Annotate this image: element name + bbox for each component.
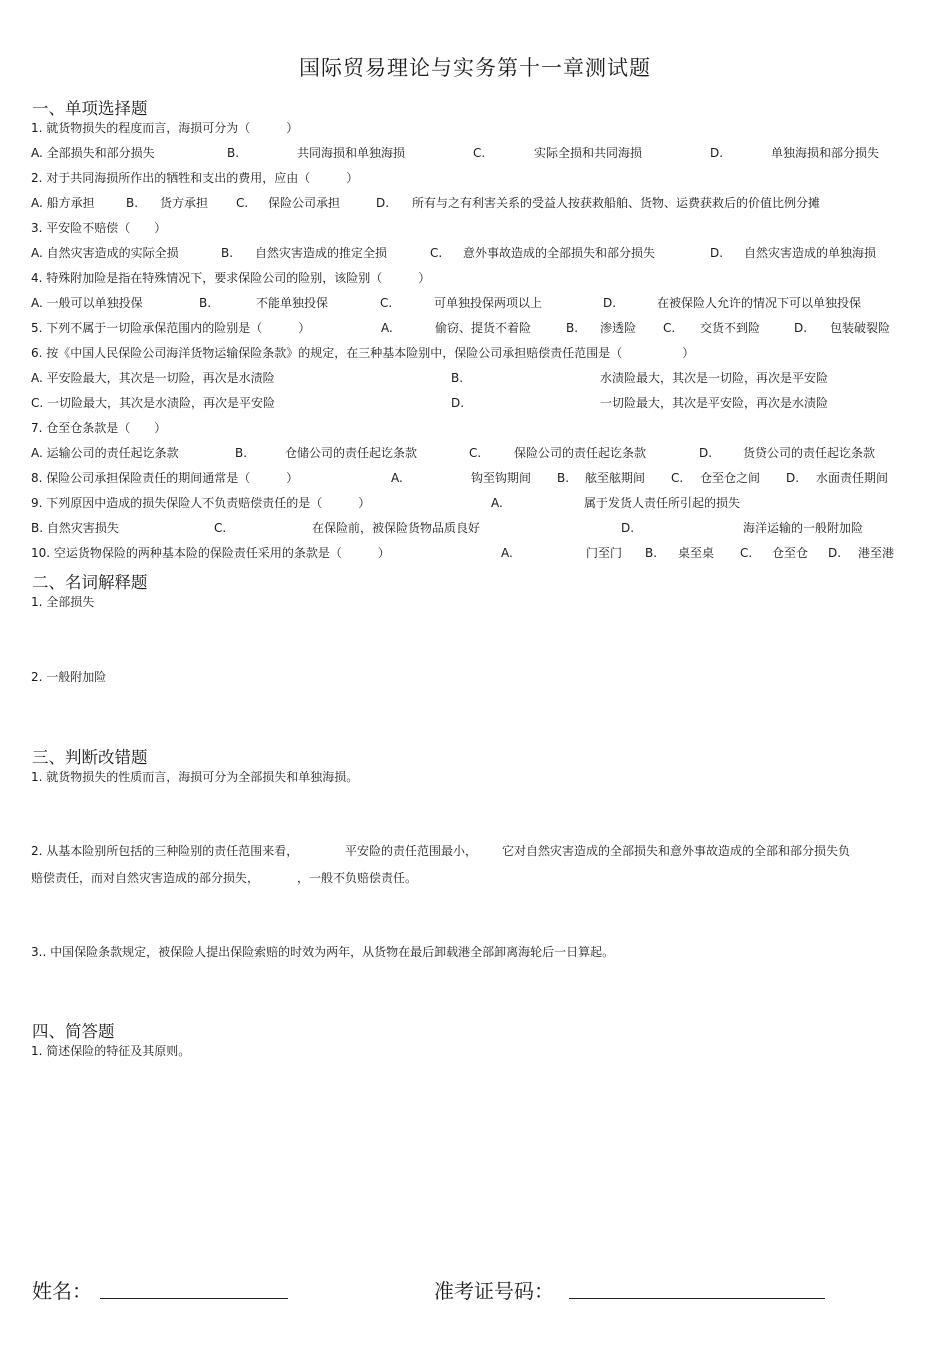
exam-id-label: 准考证号码： xyxy=(434,1279,554,1303)
option-b-letter: B. xyxy=(227,146,240,160)
judge-text: ，一般不负赔偿责任。 xyxy=(297,871,418,885)
option-a: 偷窃、提货不着险 xyxy=(435,321,532,335)
option-d: 在被保险人允许的情况下可以单独投保 xyxy=(657,296,862,310)
option-c-letter: C. xyxy=(663,321,676,335)
option-a-letter: A. xyxy=(381,321,393,335)
option-d: 货贷公司的责任起讫条款 xyxy=(743,446,876,460)
option-d: 港至港 xyxy=(858,546,895,560)
section-heading-short-answer: 四、简答题 xyxy=(32,1022,115,1041)
question-stem: 1. 就货物损失的程度而言，海损可分为（ ） xyxy=(31,121,299,135)
option-c-letter: C. xyxy=(740,546,753,560)
option-c: 意外事故造成的全部损失和部分损失 xyxy=(463,246,656,260)
option-d: 水面责任期间 xyxy=(816,471,889,485)
page-title: 国际贸易理论与实务第十一章测试题 xyxy=(299,56,651,80)
question-stem: 3. 平安险不赔偿（ ） xyxy=(31,221,167,235)
option-a: A. 一般可以单独投保 xyxy=(31,296,143,310)
name-label: 姓名： xyxy=(32,1279,92,1303)
option-b: 货方承担 xyxy=(160,196,209,210)
option-d: 包装破裂险 xyxy=(830,321,891,335)
option-d-letter: D. xyxy=(710,146,724,160)
option-d-letter: D. xyxy=(699,446,713,460)
name-input-line[interactable] xyxy=(100,1298,288,1299)
option-c-letter: C. xyxy=(473,146,486,160)
question-stem: 7. 仓至仓条款是（ ） xyxy=(31,421,167,435)
option-b: 渗透险 xyxy=(600,321,637,335)
exam-id-input-line[interactable] xyxy=(569,1298,825,1299)
option-d-letter: D. xyxy=(786,471,800,485)
option-a: 钩至钩期间 xyxy=(471,471,532,485)
question-stem: 9. 下列原因中造成的损失保险人不负责赔偿责任的是（ ） xyxy=(31,496,371,510)
judge-text: 2. 从基本险别所包括的三种险别的责任范围来看， xyxy=(31,844,299,858)
option-c: 保险公司的责任起讫条款 xyxy=(514,446,647,460)
option-b: 舷至舷期间 xyxy=(585,471,646,485)
section-heading-terms: 二、名词解释题 xyxy=(32,573,148,592)
option-c: 仓至仓 xyxy=(772,546,809,560)
option-d-letter: D. xyxy=(828,546,842,560)
option-c-letter: C. xyxy=(380,296,393,310)
option-b: 共同海损和单独海损 xyxy=(297,146,406,160)
option-b-letter: B. xyxy=(566,321,579,335)
judge-item: 3.. 中国保险条款规定，被保险人提出保险索赔的时效为两年，从货物在最后卸载港全部卸离海轮后一日算起。 xyxy=(31,945,615,959)
option-c: 可单独投保两项以上 xyxy=(434,296,543,310)
option-b: B. 自然灾害损失 xyxy=(31,521,119,535)
option-b: 水渍险最大，其次是一切险，再次是平安险 xyxy=(600,371,829,385)
question-stem: 4. 特殊附加险是指在特殊情况下，要求保险公司的险别，该险别（ ） xyxy=(31,271,431,285)
option-c: 在保险前，被保险货物品质良好 xyxy=(312,521,481,535)
option-a: 门至门 xyxy=(586,546,623,560)
option-d-letter: D. xyxy=(376,196,390,210)
option-d: 海洋运输的一般附加险 xyxy=(743,521,864,535)
option-d-letter: D. xyxy=(710,246,724,260)
option-c-letter: C. xyxy=(469,446,482,460)
option-d-letter: D. xyxy=(451,396,465,410)
option-d-letter: D. xyxy=(794,321,808,335)
option-b-letter: B. xyxy=(199,296,212,310)
option-b-letter: B. xyxy=(221,246,234,260)
judge-text: 平安险的责任范围最小， xyxy=(345,844,478,858)
option-b-letter: B. xyxy=(126,196,139,210)
option-c-letter: C. xyxy=(236,196,249,210)
term-item: 2. 一般附加险 xyxy=(31,670,107,684)
option-c-letter: C. xyxy=(430,246,443,260)
option-a: A. 自然灾害造成的实际全损 xyxy=(31,246,179,260)
judge-text: 它对自然灾害造成的全部损失和意外事故造成的全部和部分损失负 xyxy=(502,844,851,858)
option-d-letter: D. xyxy=(621,521,635,535)
judge-item: 1. 就货物损失的性质而言，海损可分为全部损失和单独海损。 xyxy=(31,770,359,784)
option-a: A. 船方承担 xyxy=(31,196,95,210)
option-a-letter: A. xyxy=(491,496,503,510)
option-c-letter: C. xyxy=(214,521,227,535)
option-a: 属于发货人责任所引起的损失 xyxy=(584,496,741,510)
option-d: 一切险最大，其次是平安险，再次是水渍险 xyxy=(600,396,829,410)
option-b: 不能单独投保 xyxy=(256,296,329,310)
section-heading-single-choice: 一、单项选择题 xyxy=(32,99,148,118)
option-c: 交货不到险 xyxy=(700,321,761,335)
option-a: A. 平安险最大，其次是一切险，再次是水渍险 xyxy=(31,371,275,385)
option-a-letter: A. xyxy=(391,471,403,485)
option-d: 自然灾害造成的单独海损 xyxy=(744,246,877,260)
option-d: 所有与之有利害关系的受益人按获救船舶、货物、运费获救后的价值比例分摊 xyxy=(412,196,821,210)
option-b-letter: B. xyxy=(645,546,658,560)
option-c: 仓至仓之间 xyxy=(700,471,761,485)
option-b-letter: B. xyxy=(557,471,570,485)
question-stem: 10. 空运货物保险的两种基本险的保险责任采用的条款是（ ） xyxy=(31,546,390,560)
option-c-letter: C. xyxy=(671,471,684,485)
short-answer-item: 1. 简述保险的特征及其原则。 xyxy=(31,1044,191,1058)
option-c: 保险公司承担 xyxy=(268,196,341,210)
term-item: 1. 全部损失 xyxy=(31,595,95,609)
option-a: A. 运输公司的责任起讫条款 xyxy=(31,446,179,460)
option-b-letter: B. xyxy=(235,446,248,460)
question-stem: 2. 对于共同海损所作出的牺牲和支出的费用，应由（ ） xyxy=(31,171,359,185)
option-d-letter: D. xyxy=(603,296,617,310)
section-heading-true-false: 三、判断改错题 xyxy=(32,748,148,767)
option-b: 自然灾害造成的推定全损 xyxy=(255,246,388,260)
question-stem: 6. 按《中国人民保险公司海洋货物运输保险条款》的规定，在三种基本险别中，保险公司承担赔偿责任范围是（ ） xyxy=(31,346,695,360)
option-d: 单独海损和部分损失 xyxy=(771,146,880,160)
option-a: A. 全部损失和部分损失 xyxy=(31,146,155,160)
question-stem: 8. 保险公司承担保险责任的期间通常是（ ） xyxy=(31,471,299,485)
option-c: 实际全损和共同海损 xyxy=(534,146,643,160)
option-b: 仓储公司的责任起讫条款 xyxy=(285,446,418,460)
option-b-letter: B. xyxy=(451,371,464,385)
judge-text: 赔偿责任，而对自然灾害造成的部分损失， xyxy=(31,871,260,885)
option-a-letter: A. xyxy=(501,546,513,560)
option-b: 桌至桌 xyxy=(678,546,715,560)
question-stem: 5. 下列不属于一切险承保范围内的险别是（ ） xyxy=(31,321,311,335)
option-c: C. 一切险最大，其次是水渍险，再次是平安险 xyxy=(31,396,276,410)
